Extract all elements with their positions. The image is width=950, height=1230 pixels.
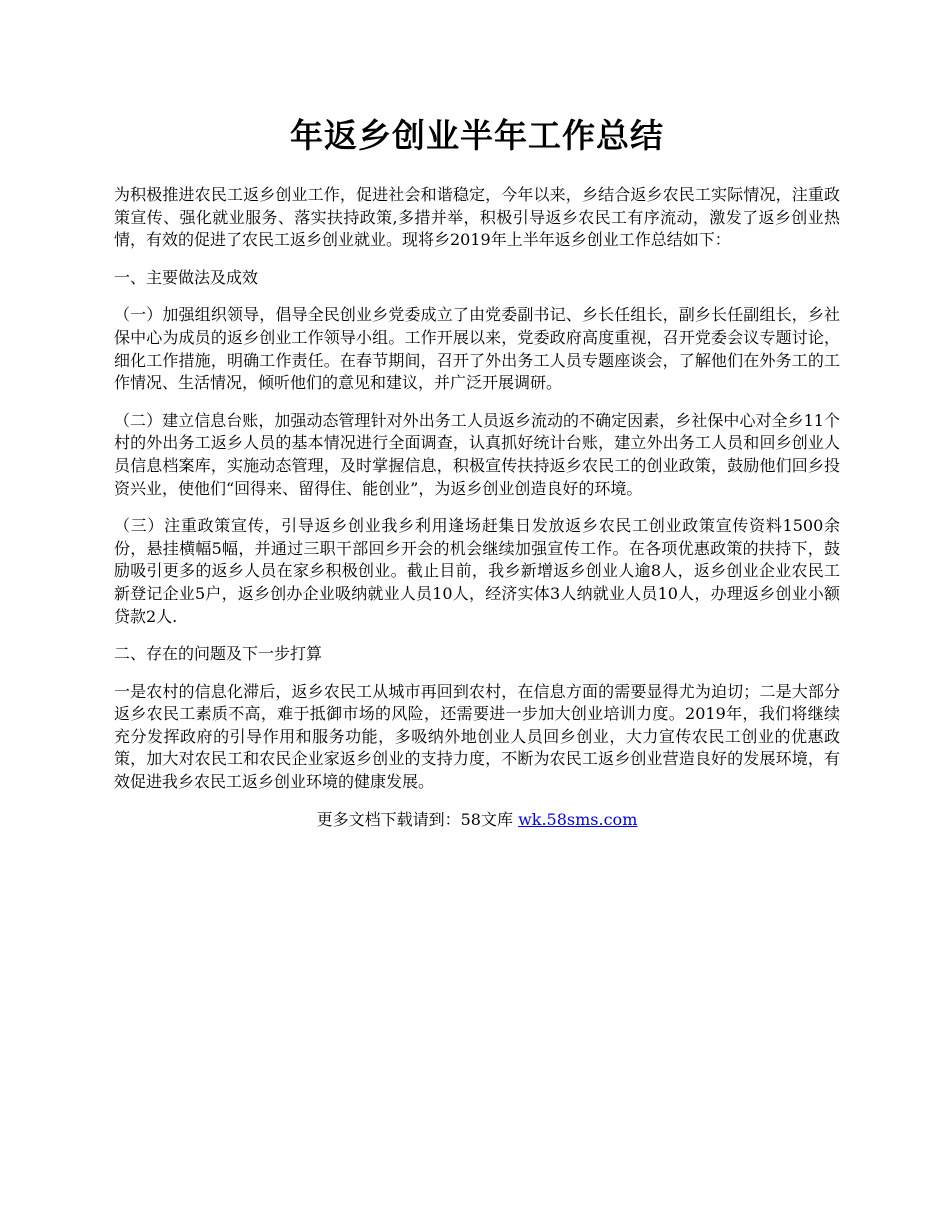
footer-link[interactable]: wk.58sms.com (518, 809, 638, 829)
footer-text: 更多文档下载请到：58文库 (316, 809, 519, 829)
document-page (114, 110, 840, 831)
document-title: 年返乡创业半年工作总结 (290, 116, 664, 155)
section-heading-main-practices: 一、主要做法及成效 (114, 267, 259, 287)
download-footer (114, 809, 840, 832)
paragraph-information-ledger: （二）建立信息台账，加强动态管理针对外出务工人员返乡流动的不确定因素，乡社保中心对全乡11个村的外出务工返乡人员的基本情况进行全面调查，认真抓好统计台账，建立外出务工人员和回乡创业人员信息档案库，实施动态管理，及时掌握信息，积极宣传扶持返乡农民工的创业政策，鼓励他们回乡投资兴业，使他们“回得来、留得住、能创业”，为返乡创业创造良好的环境。 (114, 410, 840, 498)
section-heading-problems-next-steps: 二、存在的问题及下一步打算 (114, 644, 323, 664)
paragraph-problems-plans: 一是农村的信息化滞后，返乡农民工从城市再回到农村，在信息方面的需要显得尤为迫切；二是大部分返乡农民工素质不高，难于抵御市场的风险，还需要进一步加大创业培训力度。2019年，我们将继续充分发挥政府的引导作用和服务功能，多吸纳外地创业人员回乡创业，大力宣传农民工创业的优惠政策，加大对农民工和农民企业家返乡创业的支持力度，不断为农民工返乡创业营造良好的发展环境，有效促进我乡农民工返乡创业环境的健康发展。 (114, 681, 840, 792)
paragraph-organization-leadership: （一）加强组织领导，倡导全民创业乡党委成立了由党委副书记、乡长任组长，副乡长任副组长，乡社保中心为成员的返乡创业工作领导小组。工作开展以来，党委政府高度重视，召开党委会议专题讨论，细化工作措施，明确工作责任。在春节期间，召开了外出务工人员专题座谈会，了解他们在外务工的工作情况、生活情况，倾听他们的意见和建议，并广泛开展调研。 (114, 305, 840, 393)
intro-paragraph: 为积极推进农民工返乡创业工作，促进社会和谐稳定，今年以来，乡结合返乡农民工实际情况，注重政策宣传、强化就业服务、落实扶持政策,多措并举，积极引导返乡农民工有序流动，激发了返乡创业热情，有效的促进了农民工返乡创业就业。现将乡2019年上半年返乡创业工作总结如下： (114, 185, 840, 250)
paragraph-policy-publicity: （三）注重政策宣传，引导返乡创业我乡利用逢场赶集日发放返乡农民工创业政策宣传资料1500余份，悬挂横幅5幅，并通过三职干部回乡开会的机会继续加强宣传工作。在各项优惠政策的扶持下，鼓励吸引更多的返乡人员在家乡积极创业。截止目前，我乡新增返乡创业人逾8人，返乡创业企业农民工新登记企业5户，返乡创办企业吸纳就业人员10人，经济实体3人纳就业人员10人，办理返乡创业小额贷款2人. (114, 516, 840, 626)
